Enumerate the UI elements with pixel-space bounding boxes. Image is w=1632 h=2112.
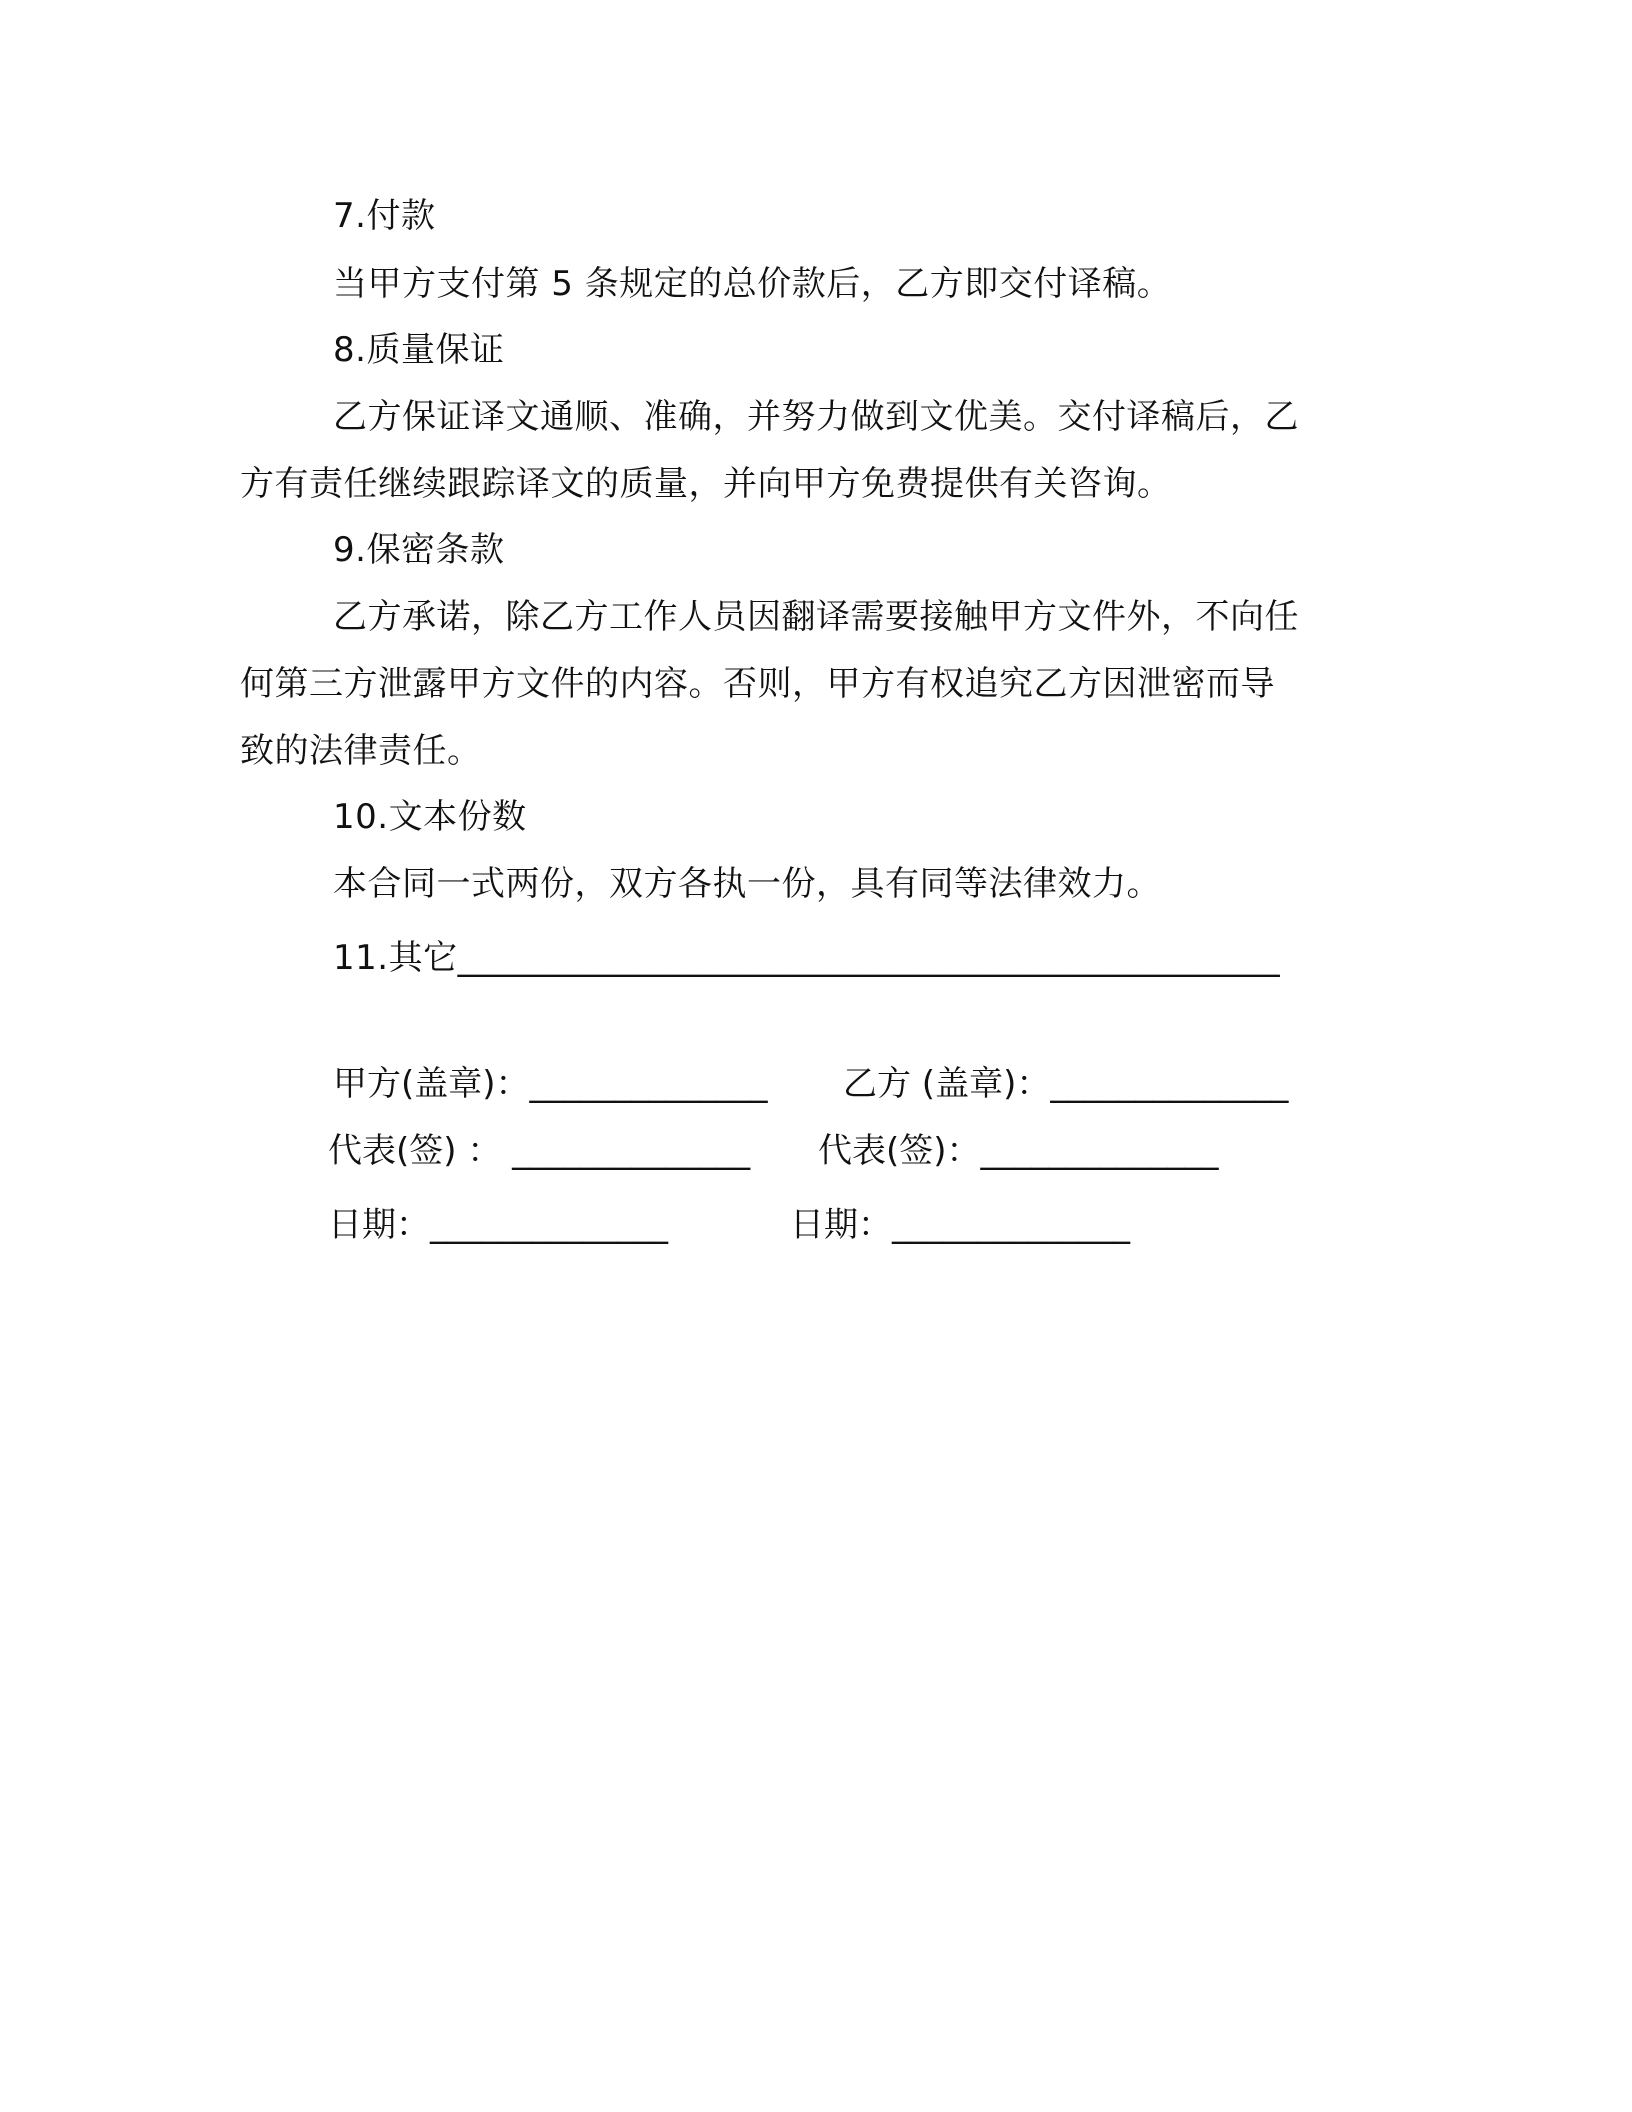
section-10-heading: 10.文本份数 (333, 797, 527, 837)
section-11-heading: 11.其它_______________________________________________ (333, 938, 1281, 978)
section-8-heading: 8.质量保证 (333, 330, 505, 370)
party-b-date-line: 日期：______________ (790, 1205, 1130, 1245)
party-b-representative-line: 代表(签)：______________ (818, 1131, 1219, 1171)
party-a-representative-line: 代表(签) ： ______________ (328, 1131, 751, 1171)
section-10-body-line-1: 本合同一式两份，双方各执一份，具有同等法律效力。 (333, 864, 1161, 904)
section-8-body-line-2: 方有责任继续跟踪译文的质量，并向甲方免费提供有关咨询。 (240, 464, 1172, 504)
section-7-body-line-1: 当甲方支付第 5 条规定的总价款后，乙方即交付译稿。 (333, 264, 1172, 304)
party-b-seal-line: 乙方 (盖章)：______________ (843, 1064, 1289, 1104)
section-8-body-line-1: 乙方保证译文通顺、准确，并努力做到文优美。交付译稿后，乙 (333, 397, 1299, 437)
party-a-seal-line: 甲方(盖章)：______________ (333, 1064, 768, 1104)
section-7-heading: 7.付款 (333, 196, 436, 236)
section-9-body-line-2: 何第三方泄露甲方文件的内容。否则，甲方有权追究乙方因泄密而导 (240, 664, 1275, 704)
section-9-body-line-1: 乙方承诺，除乙方工作人员因翻译需要接触甲方文件外，不向任 (333, 597, 1299, 637)
party-a-date-line: 日期：______________ (328, 1205, 668, 1245)
section-9-heading: 9.保密条款 (333, 530, 505, 570)
section-9-body-line-3: 致的法律责任。 (240, 731, 482, 771)
